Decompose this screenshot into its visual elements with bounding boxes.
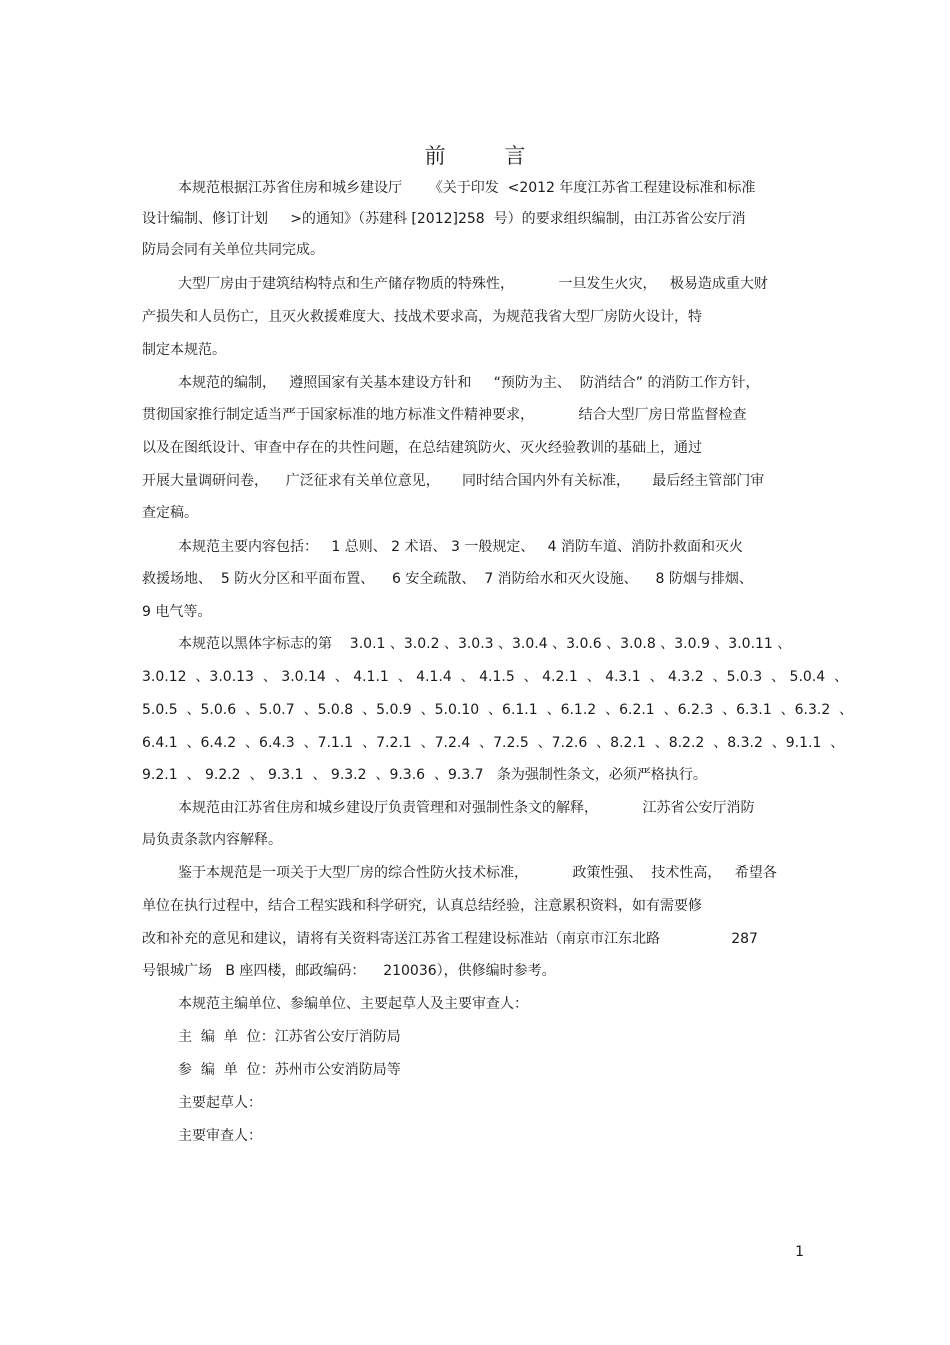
paragraph-line: 鉴于本规范是一项关于大型厂房的综合性防火技术标准， 政策性强、 技术性高， 希望各: [178, 865, 777, 881]
paragraph-line: 贯彻国家推行制定适当严于国家标准的地方标准文件精神要求， 结合大型厂房日常监督检查: [142, 407, 747, 423]
paragraph-line: 制定本规范。: [142, 342, 226, 358]
paragraph-line: 产损失和人员伤亡，且灭火救援难度大、技战术要求高，为规范我省大型厂房防火设计，特: [142, 309, 702, 325]
paragraph-line: 局负责条款内容解释。: [142, 832, 282, 848]
main-reviewers-line: 主要审查人：: [178, 1128, 262, 1144]
paragraph-line: 防局会同有关单位共同完成。: [142, 242, 324, 258]
paragraph-line: 设计编制、修订计划 >的通知》（苏建科 [2012]258 号）的要求组织编制，由江苏省公安厅消: [142, 211, 746, 227]
paragraph-line: 本规范根据江苏省住房和城乡建设厅 《关于印发 <2012 年度江苏省工程建设标准和标准: [178, 180, 756, 196]
paragraph-line: 开展大量调研问卷， 广泛征求有关单位意见， 同时结合国内外有关标准， 最后经主管部门审: [142, 473, 765, 489]
paragraph-line: 6.4.1 、6.4.2 、6.4.3 、7.1.1 、7.2.1 、7.2.4 、7.2.5 、7.2.6 、8.2.1 、8.2.2 、8.3.2 、9.1.1 、: [142, 735, 845, 751]
paragraph-line: 单位在执行过程中，结合工程实践和科学研究，认真总结经验，注意累积资料，如有需要修: [142, 898, 702, 914]
paragraph-line: 本规范的编制， 遵照国家有关基本建设方针和 “预防为主、 防消结合” 的消防工作方针，: [178, 375, 760, 391]
paragraph-line: 9 电气等。: [142, 604, 212, 620]
paragraph-line: 本规范由江苏省住房和城乡建设厅负责管理和对强制性条文的解释， 江苏省公安厅消防: [178, 800, 755, 816]
paragraph-line: 救援场地、 5 防火分区和平面布置、 6 安全疏散、 7 消防给水和灭火设施、 8 防烟与排烟、: [142, 571, 753, 587]
paragraph-line: 本规范主编单位、参编单位、主要起草人及主要审查人：: [178, 996, 528, 1012]
paragraph-line: 改和补充的意见和建议，请将有关资料寄送江苏省工程建设标准站（南京市江东北路 287: [142, 931, 758, 947]
page-number: 1: [795, 1244, 804, 1260]
paragraph-line: 以及在图纸设计、审查中存在的共性问题，在总结建筑防火、灭火经验教训的基础上，通过: [142, 440, 702, 456]
page-title: 前 言: [424, 144, 552, 169]
editor-unit-line: 主 编 单 位：江苏省公安厅消防局: [178, 1029, 401, 1045]
paragraph-line: 5.0.5 、5.0.6 、5.0.7 、5.0.8 、5.0.9 、5.0.10 、6.1.1 、6.1.2 、6.2.1 、6.2.3 、6.3.1 、6.3.2 、: [142, 702, 854, 718]
paragraph-line: 本规范主要内容包括： 1 总则、 2 术语、 3 一般规定、 4 消防车道、消防扑救面和灭火: [178, 539, 744, 555]
paragraph-line: 9.2.1 、 9.2.2 、 9.3.1 、 9.3.2 、9.3.6 、9.3.7 条为强制性条文，必须严格执行。: [142, 767, 707, 783]
main-drafters-line: 主要起草人：: [178, 1095, 262, 1111]
participating-unit-line: 参 编 单 位：苏州市公安消防局等: [178, 1062, 401, 1078]
paragraph-line: 3.0.12 、3.0.13 、 3.0.14 、 4.1.1 、 4.1.4 、 4.1.5 、 4.2.1 、 4.3.1 、 4.3.2 、5.0.3 、 5.0.4 、: [142, 669, 849, 685]
paragraph-line: 号银城广场 B 座四楼，邮政编码： 210036），供修编时参考。: [142, 963, 556, 979]
paragraph-line: 本规范以黑体字标志的第 3.0.1 、3.0.2 、3.0.3 、3.0.4 、3.0.6 、3.0.8 、3.0.9 、3.0.11 、: [178, 636, 792, 652]
paragraph-line: 大型厂房由于建筑结构特点和生产储存物质的特殊性， 一旦发生火灾， 极易造成重大财: [178, 276, 768, 292]
paragraph-line: 查定稿。: [142, 505, 198, 521]
